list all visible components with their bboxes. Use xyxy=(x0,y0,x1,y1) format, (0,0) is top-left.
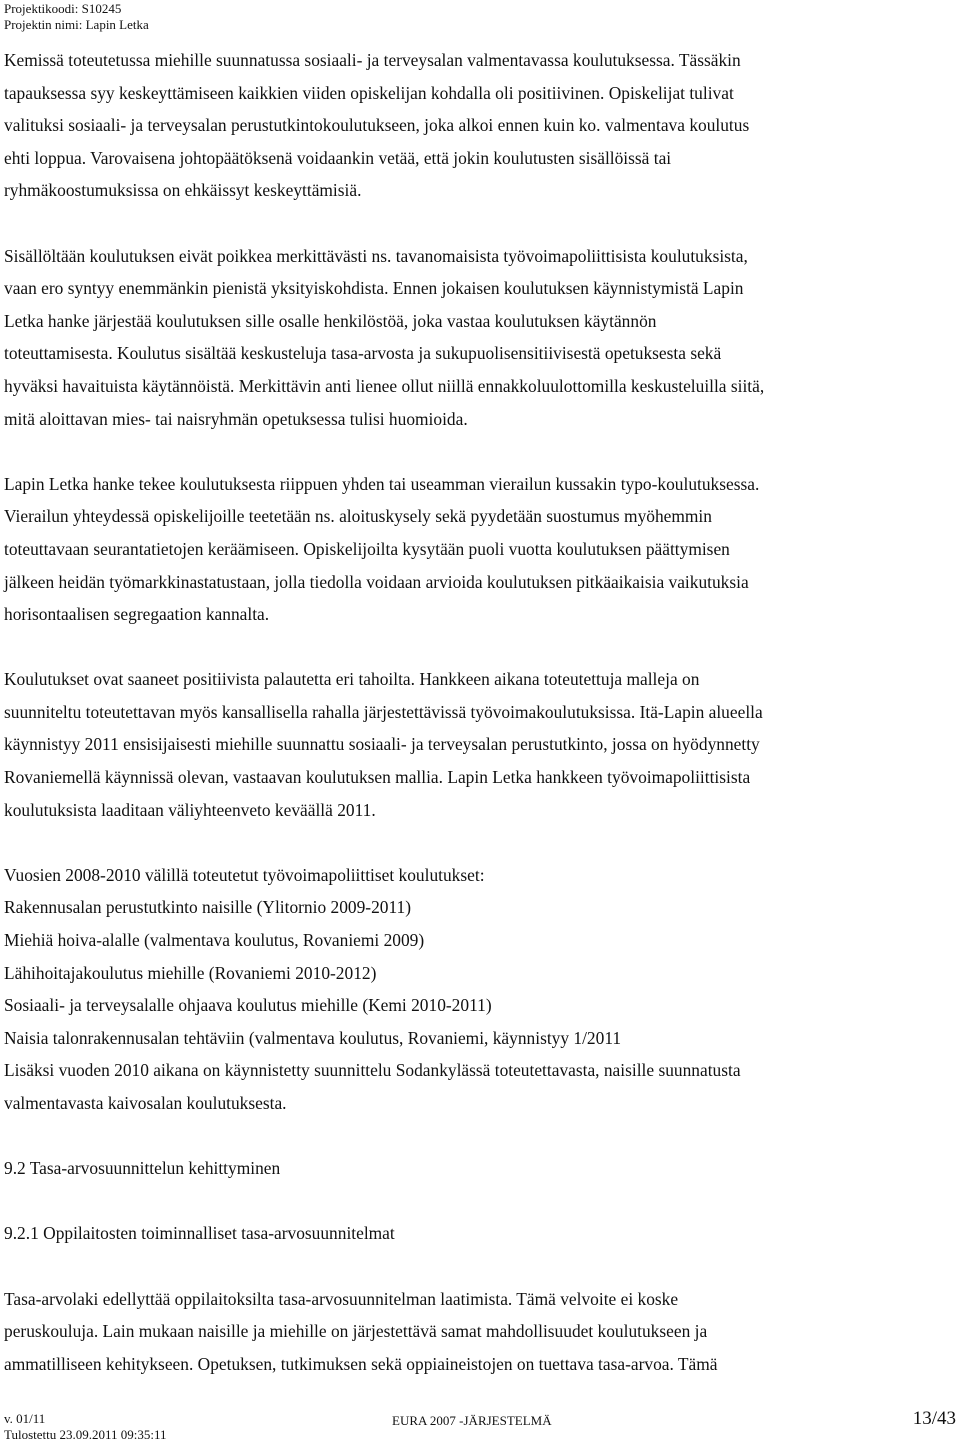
text-line: Lisäksi vuoden 2010 aikana on käynnistetty suunnittelu Sodankylässä toteutettavasta, naisille suunnatusta xyxy=(4,1060,741,1081)
text-line: Rovaniemellä käynnissä olevan, vastaavan koulutuksen mallia. Lapin Letka hankkeen työvoimapoliittisista xyxy=(4,767,751,788)
page-header xyxy=(4,1,149,33)
page-footer-left xyxy=(4,1411,167,1443)
list-item: Rakennusalan perustutkinto naisille (Ylitornio 2009-2011) xyxy=(4,897,411,918)
list-item: Naisia talonrakennusalan tehtäviin (valmentava koulutus, Rovaniemi, käynnistyy 1/2011 xyxy=(4,1027,622,1048)
paragraph-training-list xyxy=(4,859,956,1120)
text-line: valituksi sosiaali- ja terveysalan perustutkintokoulutukseen, joka alkoi ennen kuin ko. valmentava koulutus xyxy=(4,115,750,136)
text-line: jälkeen heidän työmarkkinastatustaan, jolla tiedolla voidaan arvioida koulutuksen pitkäaikaisia vaikutuksia xyxy=(4,571,749,592)
text-line: Kemissä toteutetussa miehille suunnatussa sosiaali- ja terveysalan valmentavassa koulutuksessa. Tässäkin xyxy=(4,50,741,70)
project-name: Projektin nimi: Lapin Letka xyxy=(4,17,149,32)
text-line: horisontaalisen segregaation kannalta. xyxy=(4,604,270,625)
section-heading-9-2-1: 9.2.1 Oppilaitosten toiminnalliset tasa-arvosuunnitelmat xyxy=(4,1223,395,1244)
text-line: Sisällöltään koulutuksen eivät poikkea merkittävästi ns. tavanomaisista työvoimapoliittisista koulutuksista, xyxy=(4,245,748,266)
list-item: Miehiä hoiva-alalle (valmentava koulutus, Rovaniemi 2009) xyxy=(4,930,425,951)
text-line: Vierailun yhteydessä opiskelijoille teetetään ns. aloituskysely sekä pyydetään suostumus myöhemmin xyxy=(4,506,712,527)
text-line: Koulutukset ovat saaneet positiivista palautetta eri tahoilta. Hankkeen aikana toteutettuja malleja on xyxy=(4,669,700,690)
text-line: Vuosien 2008-2010 välillä toteutetut työvoimapoliittiset koulutukset: xyxy=(4,864,485,885)
page-number: 13/43 xyxy=(912,1408,956,1429)
text-line: tapauksessa syy keskeyttämiseen kaikkien viiden opiskelijan kohdalla oli positiivinen. Opiskelijat tulivat xyxy=(4,82,734,103)
version-label: v. 01/11 xyxy=(4,1411,46,1426)
text-line: toteuttavaan seurantatietojen keräämiseen. Opiskelijoilta kysytään puoli vuotta koulutuksen päättymisen xyxy=(4,538,730,559)
section-heading-9-2: 9.2 Tasa-arvosuunnittelun kehittyminen xyxy=(4,1158,281,1179)
text-line: Letka hanke järjestää koulutuksen sille osalle henkilöstöä, joka vastaa koulutuksen käytännön xyxy=(4,310,657,331)
print-timestamp: Tulostettu 23.09.2011 09:35:11 xyxy=(4,1427,167,1442)
list-item: Lähihoitajakoulutus miehille (Rovaniemi 2010-2012) xyxy=(4,962,377,983)
text-line: valmentavasta kaivosalan koulutuksesta. xyxy=(4,1093,287,1113)
paragraph-visits-followup xyxy=(4,468,956,631)
text-line: Tasa-arvolaki edellyttää oppilaitoksilta tasa-arvosuunnitelman laatimista. Tämä velvoite ei koske xyxy=(4,1288,679,1309)
list-item: Sosiaali- ja terveysalalle ohjaava koulutus miehille (Kemi 2010-2011) xyxy=(4,995,492,1016)
text-line: hyväksi havaituista käytännöistä. Merkittävin anti lienee ollut niillä ennakkoluulottomilla keskusteluilla siitä, xyxy=(4,375,765,396)
text-line: mitä aloittavan mies- tai naisryhmän opetuksessa tulisi huomioida. xyxy=(4,408,468,429)
system-name: EURA 2007 -JÄRJESTELMÄ xyxy=(392,1413,552,1428)
project-code: Projektikoodi: S10245 xyxy=(4,1,122,16)
paragraph-equality-law xyxy=(4,1283,956,1381)
text-line: Lapin Letka hanke tekee koulutuksesta riippuen yhden tai useamman vierailun kussakin typo-koulutuksessa. xyxy=(4,473,760,494)
text-line: käynnistyy 2011 ensisijaisesti miehille suunnattu sosiaali- ja terveysalan perustutkinto, jossa on hyödynnetty xyxy=(4,734,760,755)
text-line: toteuttamisesta. Koulutus sisältää keskusteluja tasa-arvosta ja sukupuolisensitiivisestä opetuksesta sekä xyxy=(4,343,722,364)
paragraph-dropout-results xyxy=(4,44,956,207)
text-line: suunniteltu toteutettavan myös kansallisella rahalla järjestettävissä työvoimakoulutuksissa. Itä-Lapin alueella xyxy=(4,701,763,722)
text-line: ehti loppua. Varovaisena johtopäätöksenä voidaankin vetää, että jokin koulutusten sisällöissä tai xyxy=(4,147,672,168)
text-line: koulutuksista laaditaan väliyhteenveto keväällä 2011. xyxy=(4,799,376,820)
text-line: ryhmäkoostumuksissa on ehkäissyt keskeyttämisiä. xyxy=(4,180,362,201)
paragraph-training-content xyxy=(4,240,956,436)
text-line: ammatilliseen kehitykseen. Opetuksen, tutkimuksen sekä oppiaineistojen on tuettava tasa-arvoa. Tämä xyxy=(4,1353,718,1374)
document-body xyxy=(4,44,956,1380)
text-line: peruskouluja. Lain mukaan naisille ja miehille on järjestettävä samat mahdollisuudet koulutukseen ja xyxy=(4,1321,708,1342)
text-line: vaan ero syntyy enemmänkin pienistä yksityiskohdista. Ennen jokaisen koulutuksen käynnistymistä Lapin xyxy=(4,278,744,299)
paragraph-feedback xyxy=(4,663,956,826)
